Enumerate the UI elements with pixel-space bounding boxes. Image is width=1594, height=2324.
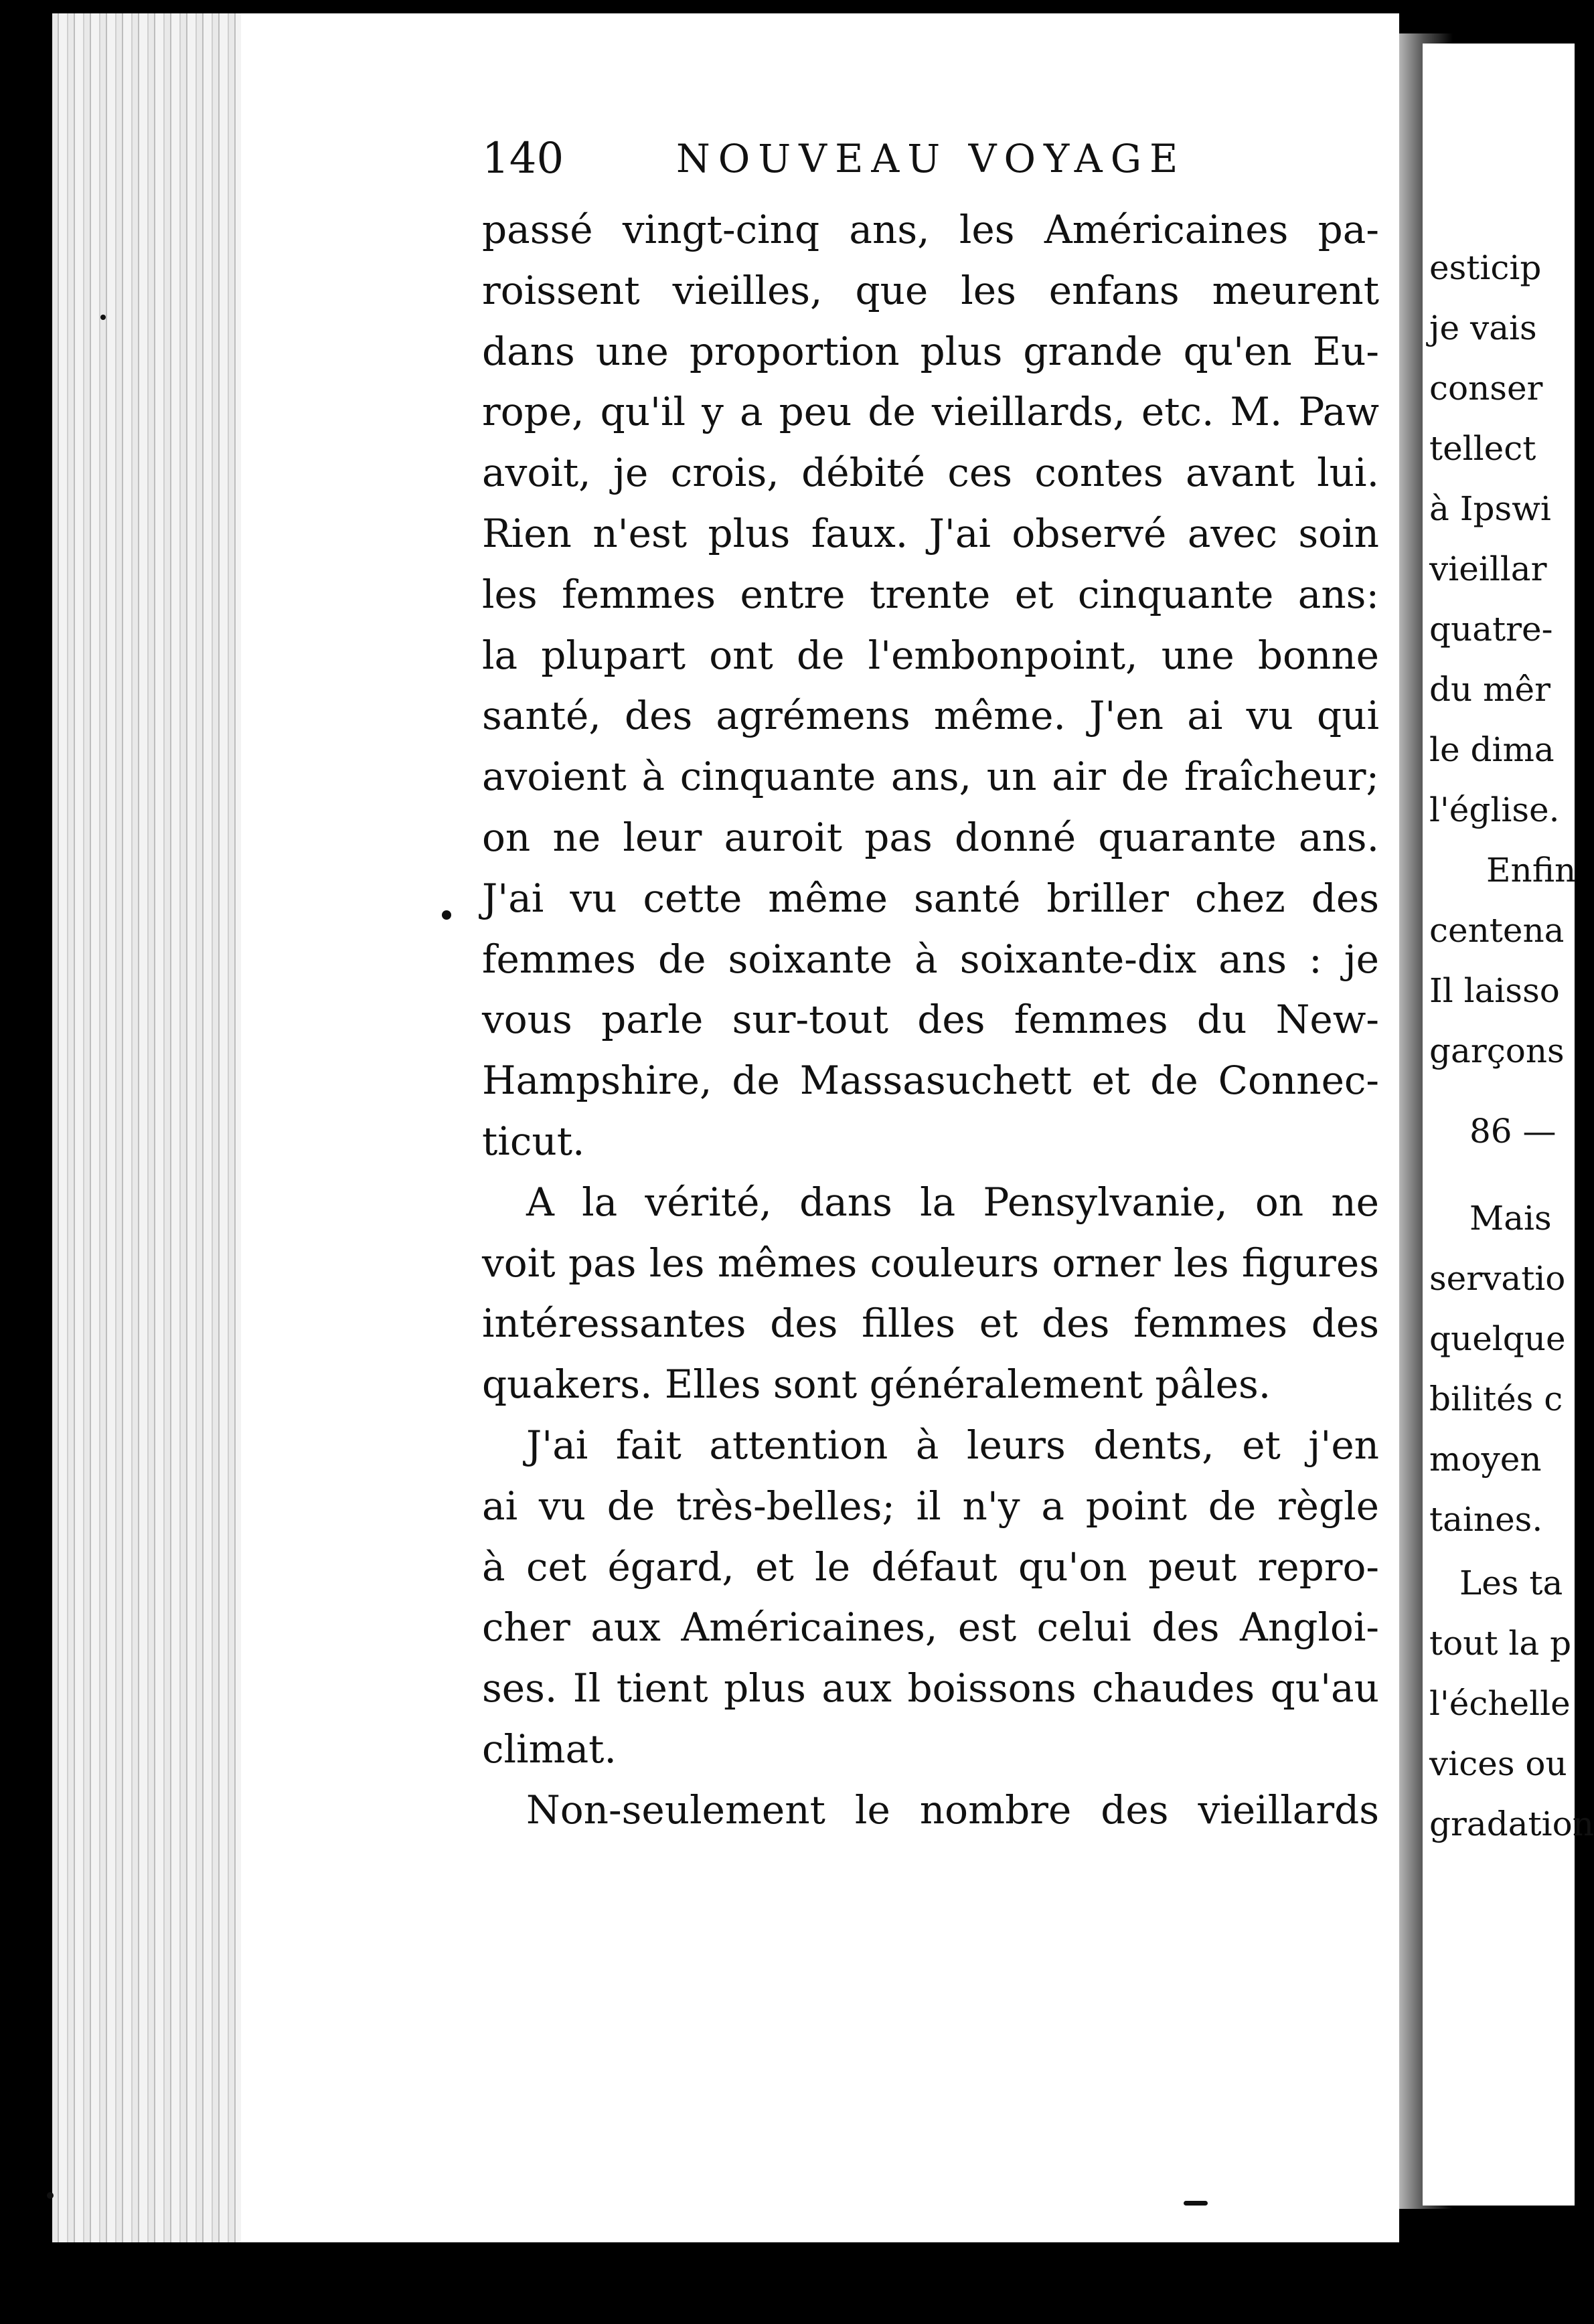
- right-line: Mais: [1469, 1199, 1552, 1238]
- text-line: ticut.: [482, 1118, 585, 1164]
- right-line: esticip: [1429, 248, 1542, 287]
- right-line: Il laisso: [1429, 971, 1560, 1010]
- right-line: l'échelle: [1429, 1684, 1571, 1723]
- right-line: Enfin: [1486, 851, 1577, 890]
- right-line: 86 —: [1469, 1112, 1557, 1151]
- right-line: je vais: [1429, 309, 1537, 347]
- text-line: dans une proportion plus grande qu'en Eu-: [482, 328, 1379, 374]
- text-line: ai vu de très-belles; il n'y a point de règle: [482, 1483, 1379, 1529]
- text-line: intéressantes des filles et des femmes des: [482, 1301, 1379, 1347]
- text-line: Rien n'est plus faux. J'ai observé avec soin: [482, 510, 1379, 556]
- text-line: vous parle sur-tout des femmes du New-: [482, 997, 1379, 1043]
- right-line: tellect: [1429, 429, 1536, 468]
- text-line: A la vérité, dans la Pensylvanie, on ne: [526, 1179, 1379, 1225]
- right-line: le dima: [1429, 730, 1555, 769]
- right-line: conser: [1429, 369, 1543, 408]
- text-line: climat.: [482, 1726, 617, 1772]
- text-line: passé vingt-cinq ans, les Américaines pa-: [482, 207, 1379, 252]
- text-line: J'ai fait attention à leurs dents, et j'en: [526, 1422, 1379, 1468]
- running-head: [482, 129, 1379, 189]
- right-line: quelque: [1429, 1319, 1566, 1358]
- text-line: rope, qu'il y a peu de vieillards, etc. M. Paw: [482, 389, 1379, 435]
- page-fore-edge: [52, 13, 253, 2242]
- right-line: tout la p: [1429, 1624, 1572, 1663]
- right-line: à Ipswi: [1429, 489, 1551, 528]
- text-line: santé, des agrémens même. J'en ai vu qui: [482, 693, 1379, 739]
- right-line: du mêr: [1429, 670, 1551, 709]
- text-line: avoient à cinquante ans, un air de fraîcheur;: [482, 754, 1379, 800]
- right-page-fragment: [1423, 44, 1594, 2206]
- right-line: bilités c: [1429, 1380, 1563, 1418]
- right-line: gradation: [1429, 1805, 1594, 1843]
- body-text: [482, 199, 1379, 1841]
- text-line: femmes de soixante à soixante-dix ans : je: [482, 936, 1379, 982]
- right-line: taines.: [1429, 1500, 1543, 1539]
- right-line: vieillar: [1429, 550, 1547, 588]
- text-line: roissent vieilles, que les enfans meurent: [482, 267, 1379, 313]
- right-line: Les ta: [1459, 1564, 1563, 1602]
- page-title: NOUVEAU VOYAGE: [676, 136, 1186, 181]
- text-line: Hampshire, de Massasuchett et de Connec-: [482, 1058, 1379, 1104]
- text-line: la plupart ont de l'embonpoint, une bonne: [482, 632, 1379, 678]
- text-line: cher aux Américaines, est celui des Angloi-: [482, 1604, 1379, 1651]
- text-line: avoit, je crois, débité ces contes avant lui.: [482, 450, 1379, 496]
- text-line: à cet égard, et le défaut qu'on peut repro-: [482, 1544, 1379, 1590]
- right-line: centena: [1429, 911, 1565, 950]
- text-line: J'ai vu cette même santé briller chez des: [482, 875, 1379, 921]
- text-line: les femmes entre trente et cinquante ans:: [482, 571, 1379, 617]
- right-line: moyen: [1429, 1440, 1542, 1479]
- right-line: l'église.: [1429, 791, 1560, 829]
- text-line: ses. Il tient plus aux boissons chaudes qu'au: [482, 1665, 1379, 1712]
- page-number: 140: [482, 134, 564, 183]
- right-line: garçons: [1429, 1031, 1565, 1070]
- text-line: on ne leur auroit pas donné quarante ans.: [482, 814, 1379, 860]
- text-line: quakers. Elles sont généralement pâles.: [482, 1361, 1271, 1408]
- ink-dot: [442, 910, 451, 920]
- ink-dot: [47, 2192, 54, 2199]
- ink-mark: [1184, 2201, 1208, 2206]
- right-line: quatre-: [1429, 610, 1553, 649]
- text-line: voit pas les mêmes couleurs orner les figures: [482, 1240, 1379, 1286]
- right-line: vices ou: [1429, 1744, 1567, 1783]
- text-line: Non-seulement le nombre des vieillards: [526, 1787, 1379, 1833]
- right-line: servatio: [1429, 1259, 1566, 1298]
- ink-dot: [100, 315, 106, 320]
